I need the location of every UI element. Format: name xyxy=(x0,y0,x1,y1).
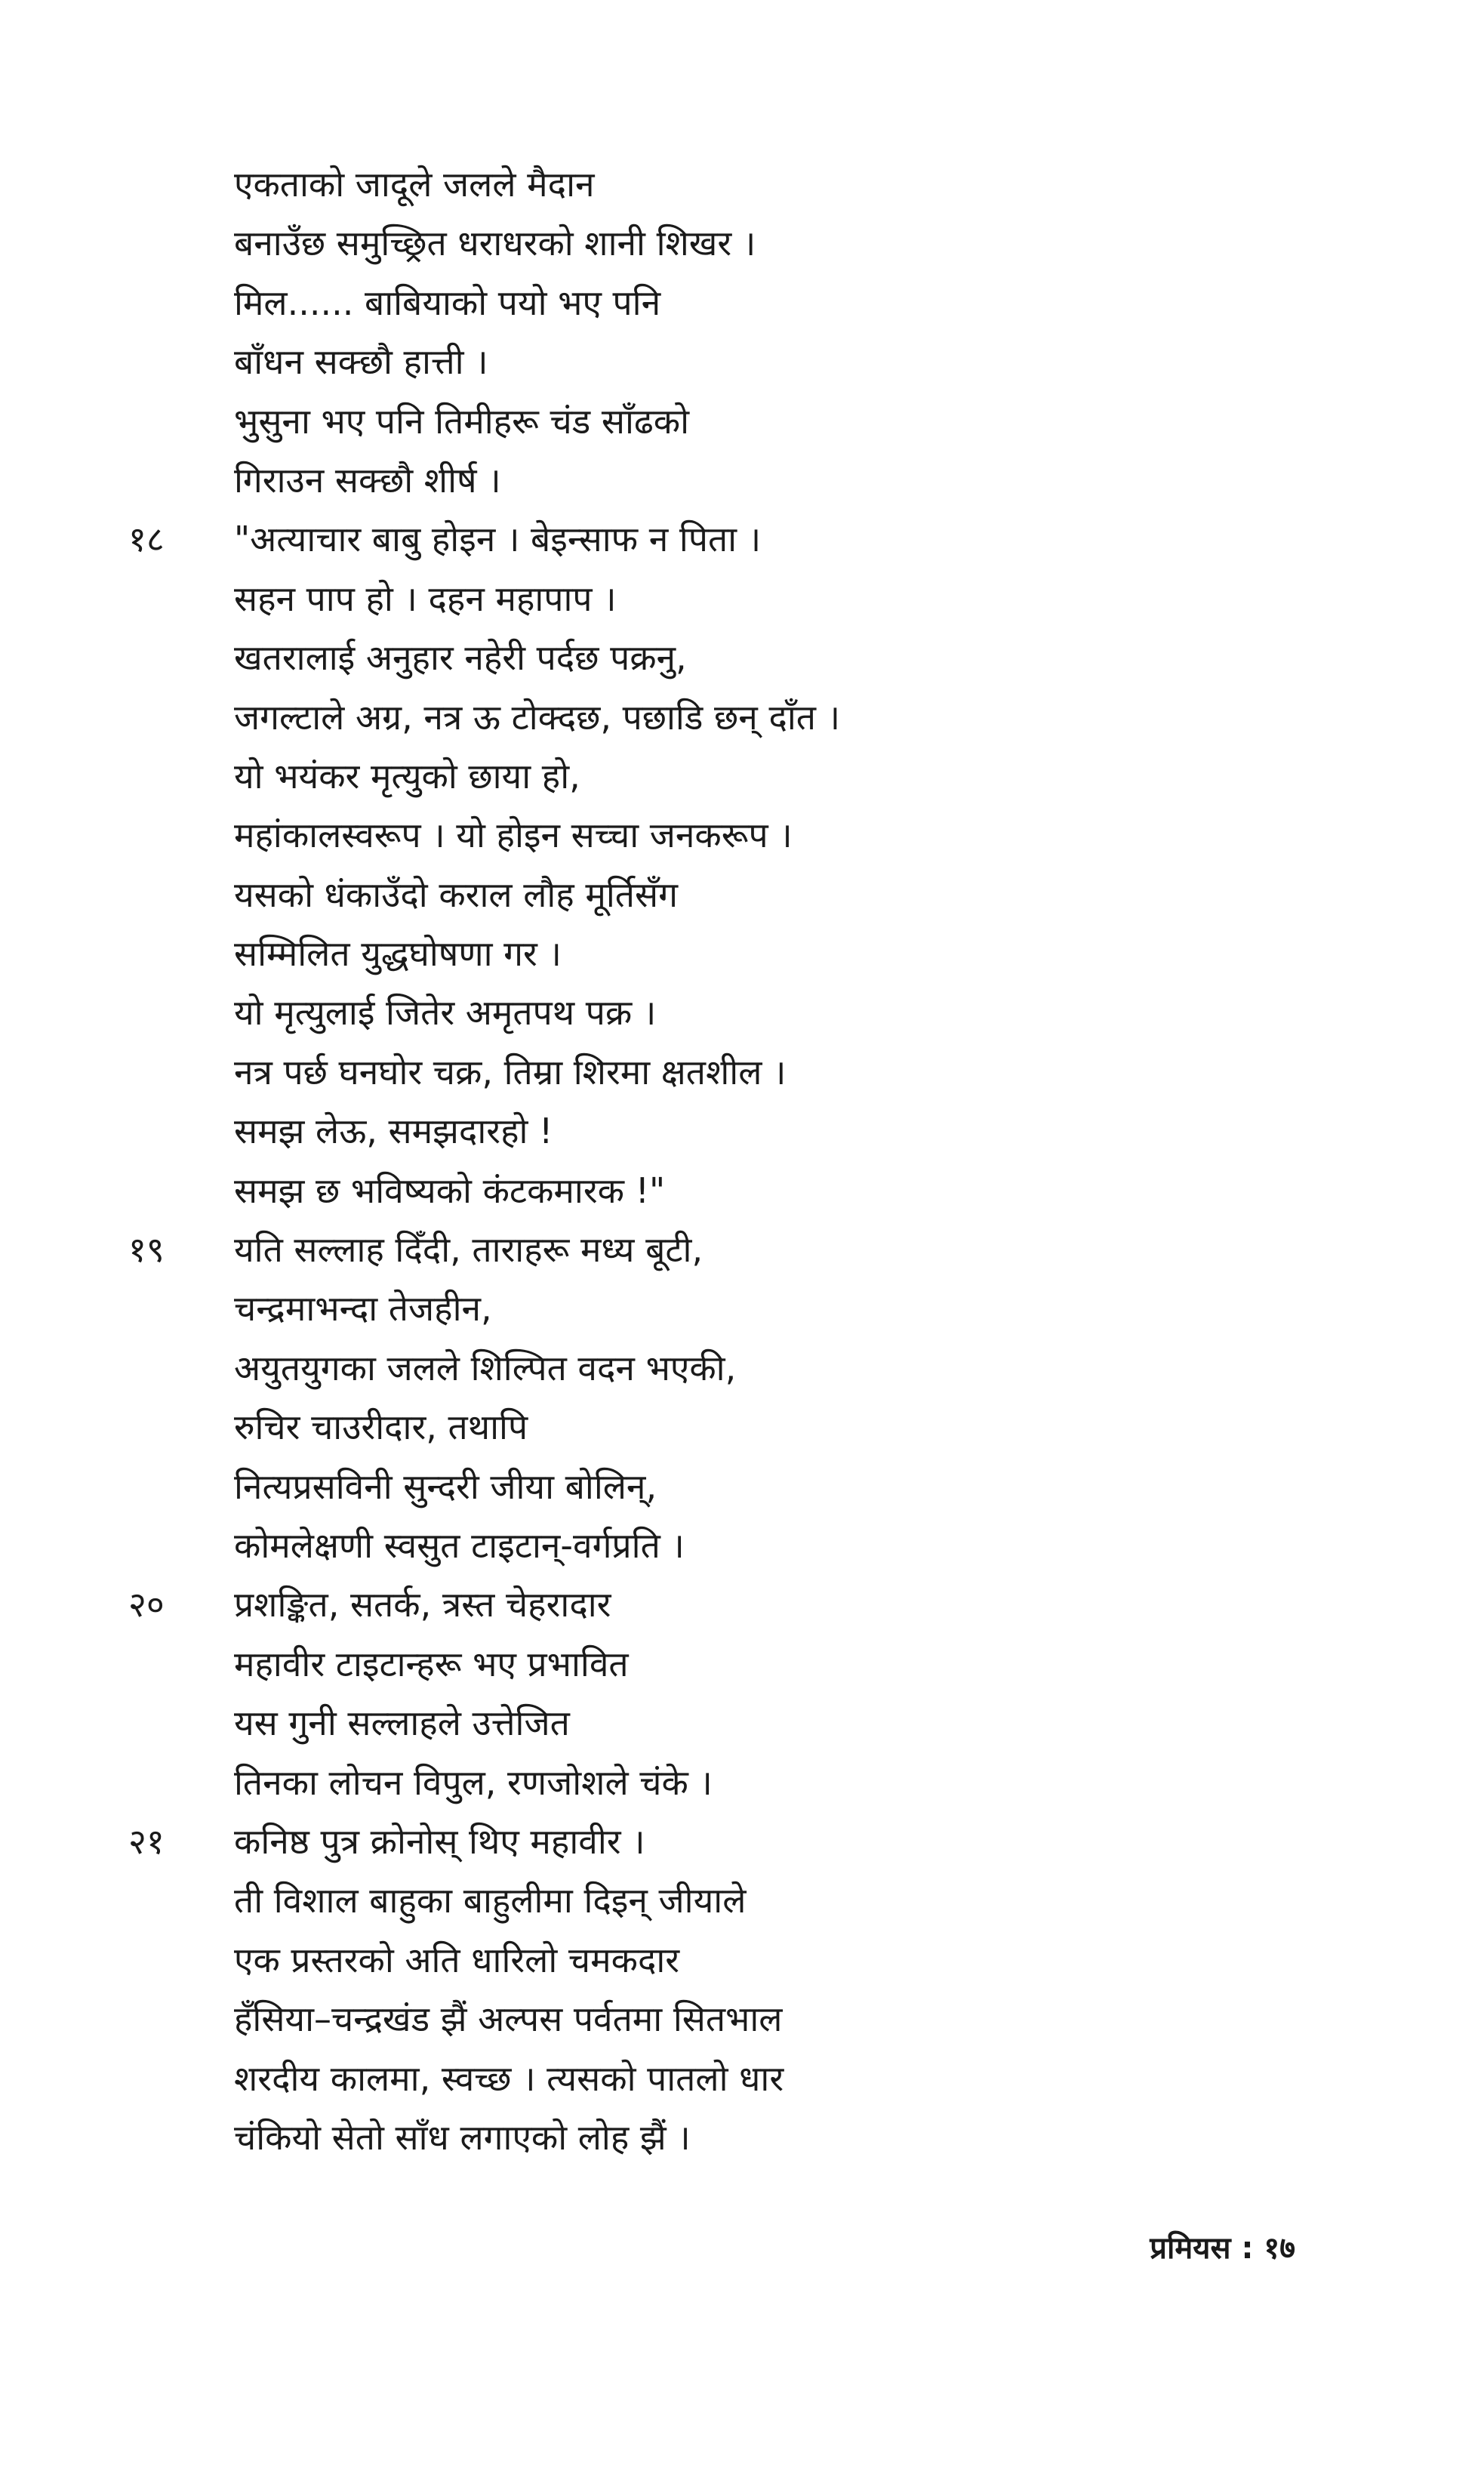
stanza-21 xyxy=(128,1812,1336,2167)
stanza-number: २१ xyxy=(128,1820,165,1862)
verse-line: एकताको जादूले जलले मैदान xyxy=(234,164,595,205)
verse-line-text: प्रशङ्कित, सतर्क, त्रस्त चेहरादार xyxy=(234,1584,611,1626)
verse-line: ती विशाल बाहुका बाहुलीमा दिइन् जीयाले xyxy=(234,1880,747,1921)
page-footer: प्रमियस : १७ xyxy=(1150,2231,1295,2266)
verse-line: हँसिया–चन्द्रखंड झैं अल्पस पर्वतमा सितभाल xyxy=(234,1998,783,2040)
verse-line: मिल...... बाबियाको पयो भए पनि xyxy=(234,282,661,323)
verse-line xyxy=(128,1812,1336,1871)
verse-line: चन्द्रमाभन्दा तेजहीन, xyxy=(234,1288,492,1330)
poem-text xyxy=(128,155,1336,2167)
verse-line: जगल्टाले अग्र, नत्र ऊ टोक्दछ, पछाडि छन् दाँत । xyxy=(234,696,841,738)
verse-line: तिनका लोचन विपुल, रणजोशले चंके । xyxy=(234,1761,713,1803)
verse-line: शरदीय कालमा, स्वच्छ । त्यसको पातलो धार xyxy=(234,2057,784,2099)
verse-line: गिराउन सक्छौ शीर्ष । xyxy=(234,459,501,501)
verse-line xyxy=(128,1575,1336,1634)
verse-line: यो मृत्युलाई जितेर अमृतपथ पक्र । xyxy=(234,992,657,1034)
verse-line: खतरालाई अनुहार नहेरी पर्दछ पक्रनु, xyxy=(234,637,687,679)
verse-line xyxy=(128,1220,1336,1279)
stanza xyxy=(128,155,1336,510)
verse-line: बाँधन सक्छौ हात्ती । xyxy=(234,341,488,383)
verse-line: यस गुनी सल्लाहले उत्तेजित xyxy=(234,1703,570,1744)
stanza-number: १८ xyxy=(128,519,165,560)
verse-line-text: कनिष्ठ पुत्र क्रोनोस् थिए महावीर । xyxy=(234,1820,645,1862)
verse-line: कोमलेक्षणी स्वसुत टाइटान्-वर्गप्रति । xyxy=(234,1524,685,1566)
stanza-number: २० xyxy=(128,1584,165,1626)
verse-line: यो भयंकर मृत्युको छाया हो, xyxy=(234,755,580,797)
verse-line: भुसुना भए पनि तिमीहरू चंड साँढको xyxy=(234,400,690,442)
verse-line-text: यति सल्लाह दिँदी, ताराहरू मध्य बूटी, xyxy=(234,1229,704,1271)
verse-line: अयुतयुगका जलले शिल्पित वदन भएकी, xyxy=(234,1347,737,1388)
verse-line: समझ छ भविष्यको कंटकमारक !" xyxy=(234,1169,666,1211)
verse-line: समझ लेऊ, समझदारहो ! xyxy=(234,1111,553,1152)
verse-line: बनाउँछ समुच्छ्रित धराधरको शानी शिखर । xyxy=(234,223,756,264)
verse-line: सहन पाप हो । दहन महापाप । xyxy=(234,578,617,619)
verse-line: रुचिर चाउरीदार, तथापि xyxy=(234,1407,528,1448)
verse-line: महांकालस्वरूप । यो होइन सच्चा जनकरूप । xyxy=(234,815,793,856)
verse-line: सम्मिलित युद्धघोषणा गर । xyxy=(234,933,562,975)
verse-line: महावीर टाइटान्हरू भए प्रभावित xyxy=(234,1643,629,1684)
stanza-19 xyxy=(128,1220,1336,1575)
stanza-20 xyxy=(128,1575,1336,1812)
verse-line: यसको धंकाउँदो कराल लौह मूर्तिसँग xyxy=(234,874,678,915)
verse-line: नित्यप्रसविनी सुन्दरी जीया बोलिन्, xyxy=(234,1465,657,1507)
verse-line xyxy=(128,510,1336,569)
verse-line: नत्र पर्छ घनघोर चक्र, तिम्रा शिरमा क्षतशील । xyxy=(234,1051,787,1092)
stanza-18 xyxy=(128,510,1336,1220)
verse-line-text: "अत्याचार बाबु होइन । बेइन्साफ न पिता । xyxy=(234,519,762,560)
stanza-number: १९ xyxy=(128,1229,165,1271)
verse-line: चंकियो सेतो साँध लगाएको लोह झैं । xyxy=(234,2116,691,2158)
verse-line: एक प्रस्तरको अति धारिलो चमकदार xyxy=(234,1939,680,1980)
